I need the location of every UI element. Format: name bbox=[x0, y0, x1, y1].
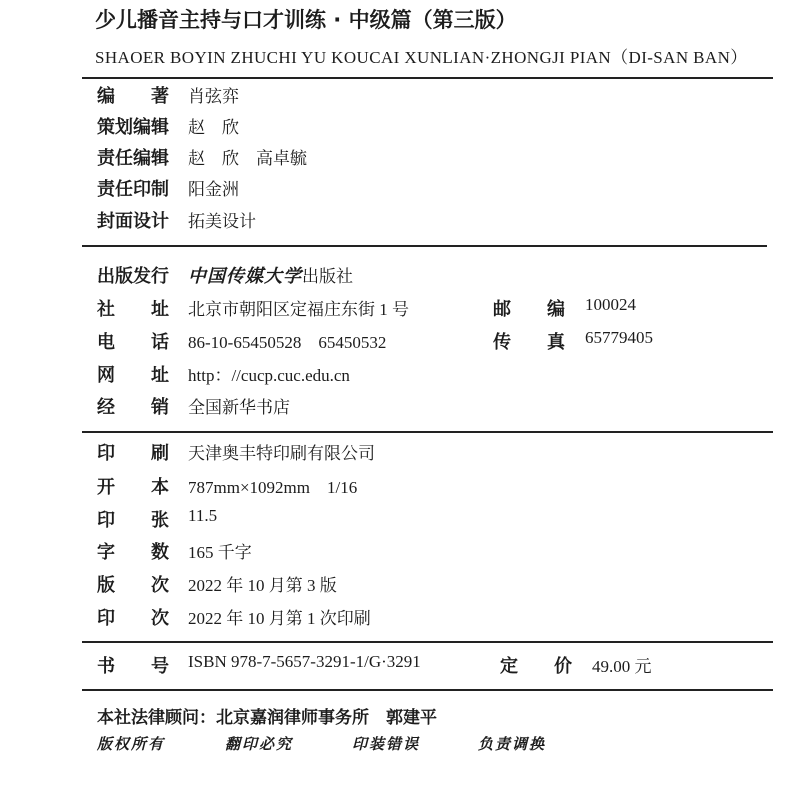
credit-value: 肖弦弈 bbox=[188, 87, 239, 106]
section-divider bbox=[82, 77, 773, 79]
printing-row-edition bbox=[0, 571, 800, 597]
address-row bbox=[0, 295, 800, 321]
printing-label: 印 刷 bbox=[97, 443, 169, 464]
credit-label: 策划编辑 bbox=[97, 117, 169, 138]
printing-row-printer bbox=[0, 439, 800, 465]
copyright-notice: 印装错误 bbox=[352, 735, 421, 753]
phone-label: 电 话 bbox=[97, 332, 169, 353]
credit-label: 编 著 bbox=[97, 86, 169, 107]
isbn-row bbox=[0, 652, 800, 678]
publisher-suffix: 出版社 bbox=[302, 267, 353, 286]
fax-label: 传 真 bbox=[493, 332, 565, 353]
price-value: 49.00 元 bbox=[592, 657, 652, 676]
printing-value: 天津奥丰特印刷有限公司 bbox=[188, 444, 375, 463]
fax-value: 65779405 bbox=[585, 328, 653, 347]
printing-label: 印 张 bbox=[97, 510, 169, 531]
publisher-label: 出版发行 bbox=[97, 266, 169, 287]
printing-label: 版 次 bbox=[97, 575, 169, 596]
copyright-notice: 负责调换 bbox=[478, 735, 547, 753]
credit-label: 责任印制 bbox=[97, 179, 169, 200]
section-divider bbox=[82, 431, 773, 433]
website-label: 网 址 bbox=[97, 365, 169, 386]
phone-row bbox=[0, 328, 800, 354]
printing-row-format bbox=[0, 473, 800, 499]
credit-row-cover-design bbox=[0, 207, 800, 233]
credit-value: 拓美设计 bbox=[188, 212, 256, 231]
credit-row-print-supervisor bbox=[0, 175, 800, 201]
address-label: 社 址 bbox=[97, 299, 169, 320]
copyright-notice: 翻印必究 bbox=[225, 735, 294, 753]
isbn-value: ISBN 978-7-5657-3291-1/G·3291 bbox=[188, 652, 421, 671]
distributor-row bbox=[0, 393, 800, 419]
printing-label: 字 数 bbox=[97, 542, 169, 563]
printing-value: 2022 年 10 月第 1 次印刷 bbox=[188, 609, 371, 628]
printing-value: 787mm×1092mm 1/16 bbox=[188, 478, 358, 497]
credit-value: 阳金洲 bbox=[188, 180, 239, 199]
address-value: 北京市朝阳区定福庄东街 1 号 bbox=[188, 300, 409, 319]
website-row bbox=[0, 361, 800, 387]
printing-value: 165 千字 bbox=[188, 543, 252, 562]
isbn-label: 书 号 bbox=[97, 656, 169, 677]
postcode-label: 邮 编 bbox=[493, 299, 565, 320]
printing-row-sheets bbox=[0, 506, 800, 532]
credit-value: 赵 欣 高卓毓 bbox=[188, 149, 307, 168]
book-title-pinyin: SHAOER BOYIN ZHUCHI YU KOUCAI XUNLIAN·ZHONGJI PIAN（DI-SAN BAN） bbox=[95, 48, 748, 67]
credit-value: 赵 欣 bbox=[188, 118, 239, 137]
phone-value: 86-10-65450528 65450532 bbox=[188, 333, 387, 352]
publisher-value bbox=[188, 262, 353, 288]
printing-value: 11.5 bbox=[188, 506, 218, 525]
copyright-notice: 版权所有 bbox=[97, 735, 166, 753]
printing-row-impression bbox=[0, 604, 800, 630]
book-title: 少儿播音主持与口才训练 · 中级篇（第三版） bbox=[95, 8, 517, 32]
price-label: 定 价 bbox=[500, 656, 572, 677]
credit-label: 责任编辑 bbox=[97, 148, 169, 169]
credit-row-author bbox=[0, 82, 800, 108]
printing-label: 印 次 bbox=[97, 608, 169, 629]
credit-row-planning-editor bbox=[0, 113, 800, 139]
printing-label: 开 本 bbox=[97, 477, 169, 498]
section-divider bbox=[82, 245, 767, 247]
website-value: http：//cucp.cuc.edu.cn bbox=[188, 366, 350, 385]
credit-label: 封面设计 bbox=[97, 211, 169, 232]
printing-row-word-count bbox=[0, 538, 800, 564]
publisher-logo: 中国传媒大学 bbox=[188, 266, 302, 287]
credit-row-responsible-editor bbox=[0, 144, 800, 170]
section-divider bbox=[82, 689, 773, 691]
copyright-notices bbox=[0, 733, 800, 759]
legal-counsel: 本社法律顾问：北京嘉润律师事务所 郭建平 bbox=[97, 708, 437, 728]
legal-counsel-row bbox=[0, 703, 800, 729]
section-divider bbox=[82, 641, 773, 643]
postcode-value: 100024 bbox=[585, 295, 636, 314]
printing-value: 2022 年 10 月第 3 版 bbox=[188, 576, 337, 595]
distributor-value: 全国新华书店 bbox=[188, 398, 290, 417]
publisher-row bbox=[0, 262, 800, 288]
distributor-label: 经 销 bbox=[97, 397, 169, 418]
